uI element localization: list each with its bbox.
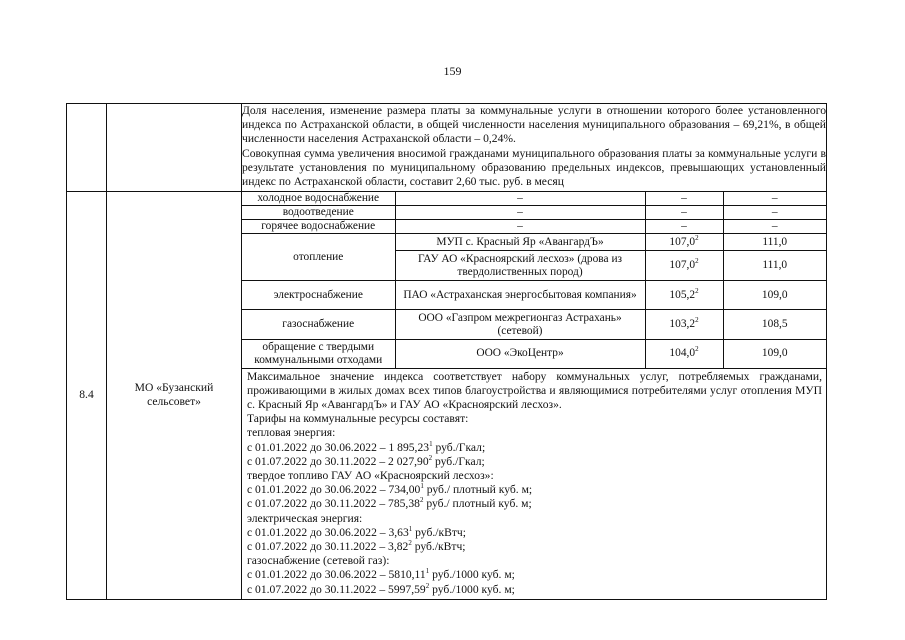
service-name: горячее водоснабжение [242, 220, 395, 234]
service-row [242, 340, 826, 368]
mo-cell-empty [107, 104, 242, 192]
row-number: 8.4 [67, 192, 107, 600]
service-name: электроснабжение [242, 281, 395, 310]
electricity-tariff-2: с 01.07.2022 до 30.11.2022 – 3,82$^2$ руб./кВтч; [247, 539, 466, 553]
service-org: МУП с. Красный Яр «АвангардЪ» [395, 234, 645, 251]
service-index-1: – [645, 192, 723, 206]
table-row [67, 104, 827, 192]
service-name: газоснабжение [242, 310, 395, 340]
mo-details-cell [242, 192, 827, 600]
service-index-1: 107,0$^2$ [645, 251, 723, 281]
gas-tariff-1: с 01.01.2022 до 30.06.2022 – 5810,11$^1$ руб./1000 куб. м; [247, 567, 515, 582]
max-index-text: Максимальное значение индекса соответствует набору коммунальных услуг, потребляемых гражданами, проживающими в жилых домах всех типов благоустройства и являющимися потребителями услуг отопления МУП с. Красный Яр «АвангардЪ» и ГАУ АО «Красноярский лесхоз». [247, 369, 822, 411]
service-index-1: 107,0$^2$ [645, 234, 723, 251]
population-share-cell [242, 104, 827, 192]
service-index-1: 105,2$^2$ [645, 281, 723, 310]
electricity-title: электрическая энергия: [247, 511, 363, 525]
service-name: водоотведение [242, 206, 395, 220]
service-org: ООО «ЭкоЦентр» [395, 340, 645, 368]
gas-title: газоснабжение (сетевой газ): [247, 554, 390, 568]
service-row [242, 220, 826, 234]
number-cell-empty [67, 104, 107, 192]
electricity-tariff-1: с 01.01.2022 до 30.06.2022 – 3,63$^1$ руб./кВтч; [247, 524, 466, 539]
service-row [242, 234, 826, 251]
service-org: – [395, 220, 645, 234]
payment-increase-text: Совокупная сумма увеличения вносимой гражданами муниципального образования платы за коммунальные услуги в результате установления по муниципальному образованию предельных индексов, превышающих установленный индекс по Астраханской области, составит 2,60 тыс. руб. в месяц [242, 146, 826, 189]
service-index-1: – [645, 220, 723, 234]
services-table [242, 192, 826, 368]
service-index-2: 108,5 [723, 310, 826, 340]
fuel-tariff-2: с 01.07.2022 до 30.11.2022 – 785,38$^2$ руб./ плотный куб. м; [247, 496, 532, 511]
gas-tariff-2: с 01.07.2022 до 30.11.2022 – 5997,59$^2$ руб./1000 куб. м; [247, 581, 515, 596]
service-name: обращение с твердыми коммунальными отходами [242, 340, 395, 368]
service-name: отопление [242, 234, 395, 281]
service-row [242, 281, 826, 310]
service-index-2: 111,0 [723, 251, 826, 281]
service-index-1: 104,0$^2$ [645, 340, 723, 368]
service-index-2: – [723, 192, 826, 206]
index-table [66, 103, 827, 600]
fuel-tariff-1: с 01.01.2022 до 30.06.2022 – 734,00$^1$ руб./ плотный куб. м; [247, 482, 533, 497]
service-row [242, 310, 826, 340]
tariffs-block [242, 368, 826, 599]
service-org: ПАО «Астраханская энергосбытовая компания» [395, 281, 645, 310]
service-index-2: – [723, 220, 826, 234]
mo-name: МО «Бузанский сельсовет» [107, 192, 242, 600]
service-index-2: 111,0 [723, 234, 826, 251]
service-index-2: – [723, 206, 826, 220]
tariffs-intro: Тарифы на коммунальные ресурсы составят: [247, 412, 469, 426]
service-index-1: – [645, 206, 723, 220]
service-index-1: 103,2$^2$ [645, 310, 723, 340]
population-share-text: Доля населения, изменение размера платы за коммунальные услуги в отношении которого более установленного индекса по Астраханской области, в общей численности населения муниципального образования – 69,21%, в общей численности населения Астраханской области – 0,24%. [242, 104, 826, 146]
service-org: ГАУ АО «Красноярский лесхоз» (дрова из твердолиственных пород) [395, 251, 645, 281]
service-index-2: 109,0 [723, 281, 826, 310]
service-org: – [395, 192, 645, 206]
service-index-2: 109,0 [723, 340, 826, 368]
heat-tariff-2: с 01.07.2022 до 30.11.2022 – 2 027,90$^2$ руб./Гкал; [247, 453, 485, 468]
service-org: – [395, 206, 645, 220]
heat-tariff-1: с 01.01.2022 до 30.06.2022 – 1 895,23$^1$ руб./Гкал; [247, 439, 486, 454]
service-row [242, 206, 826, 220]
service-name: холодное водоснабжение [242, 192, 395, 206]
heat-title: тепловая энергия: [247, 426, 336, 440]
page-number: 159 [443, 64, 462, 78]
table-row [67, 192, 827, 600]
service-org: ООО «Газпром межрегионгаз Астрахань» (сетевой) [395, 310, 645, 340]
service-row [242, 192, 826, 206]
fuel-title: твердое топливо ГАУ АО «Красноярский лесхоз»: [247, 468, 494, 482]
